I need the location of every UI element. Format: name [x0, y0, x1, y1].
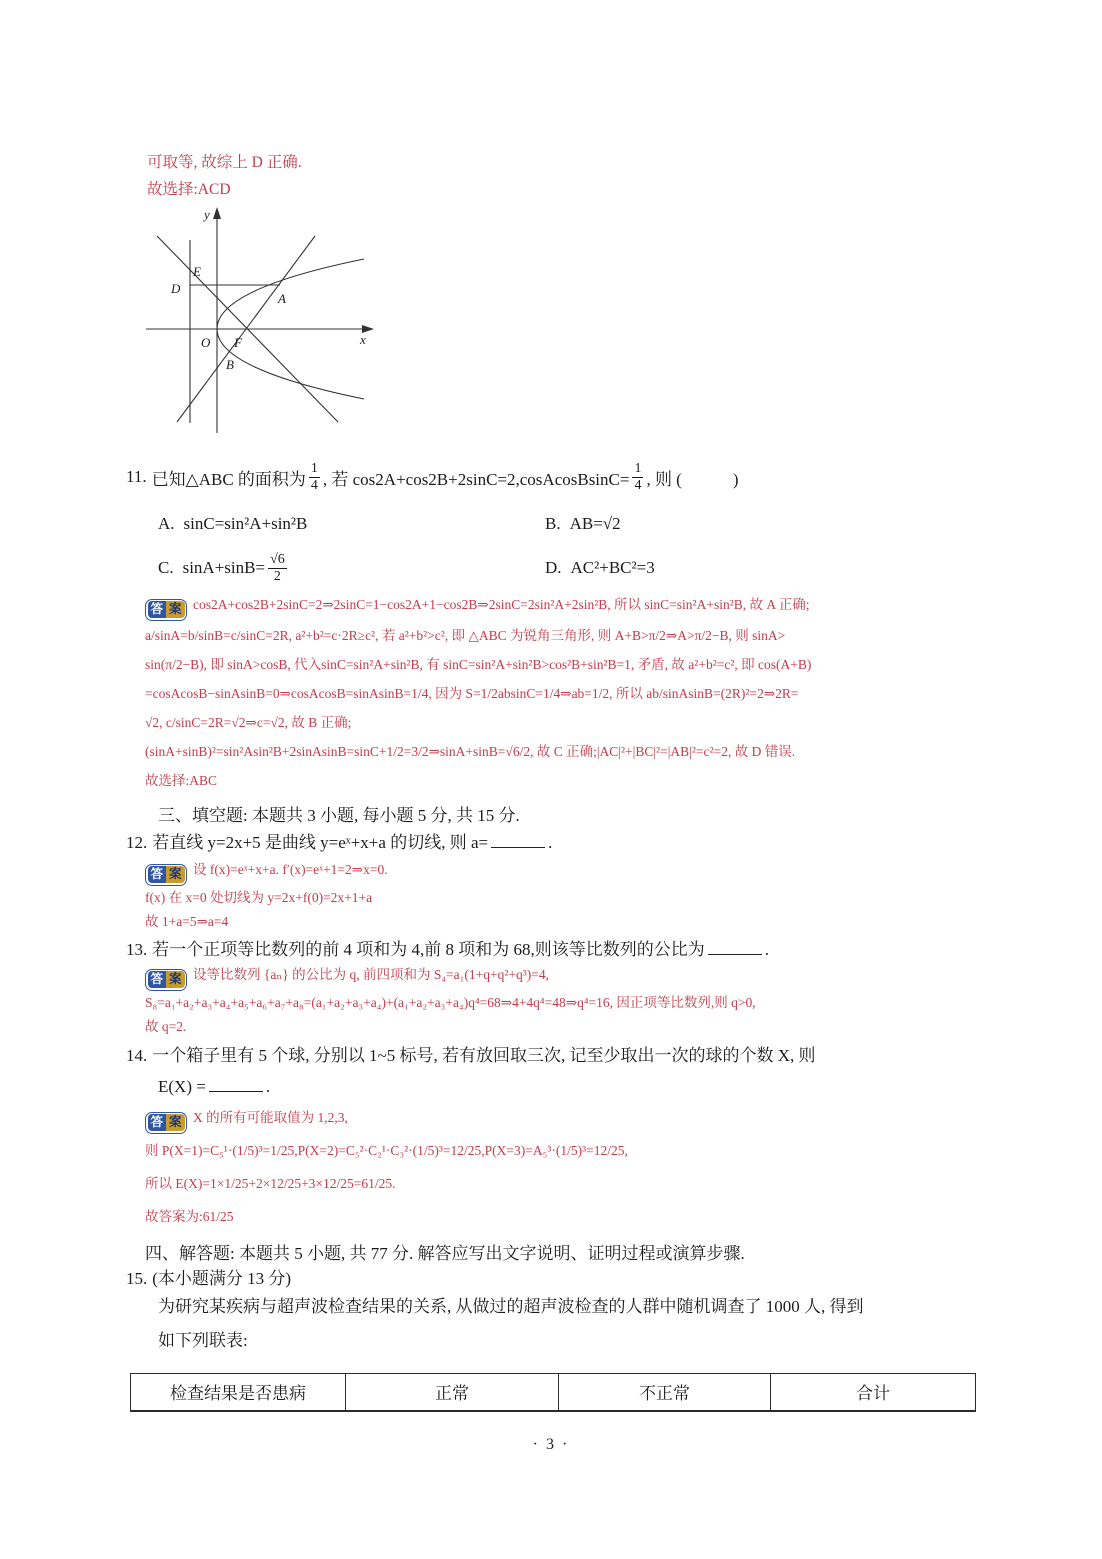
q14-solution-line-4: 故答案为:61/25: [145, 1209, 234, 1224]
tail-line-1: 可取等, 故综上 D 正确.: [147, 154, 302, 171]
option-C-frac-den: 2: [268, 568, 287, 584]
q11-stem-mid: , 若 cos2A+cos2B+2sinC=2,cosAcosBsinC=: [322, 469, 630, 489]
option-C-text: sinA+sinB=: [182, 558, 266, 577]
answer-badge: [145, 599, 187, 621]
option-B-label: B.: [545, 514, 561, 533]
q14-answer-blank: [209, 1077, 263, 1092]
previous-answer-tail: [147, 149, 302, 203]
q14-stem-line2-text: E(X) =: [158, 1077, 206, 1096]
question-11-options: [158, 506, 975, 594]
question-12-number: 12.: [126, 833, 148, 852]
q13-stem-after: .: [764, 940, 769, 959]
q14-solution-line-3: 所以 E(X)=1×1/25+2×12/25+3×12/25=61/25.: [145, 1176, 396, 1191]
q11-solution-line-4: =cosAcosB−sinAsinB=0⇒cosAcosB=sinAsinB=1/4, 因为 S=1/2absinC=1/4⇒ab=1/2, 所以 ab/sinAsinB=(2R)²=2⇒2R=: [145, 685, 799, 701]
q11-stem-after: , 则 ( ): [646, 469, 739, 489]
q11-solution-line-7: 故选择:ABC: [145, 772, 218, 788]
question-13-number: 13.: [126, 940, 148, 959]
q11-frac1-num: 1: [310, 461, 318, 477]
q14-stem-line1: 一个箱子里有 5 个球, 分别以 1~5 标号, 若有放回取三次, 记至少取出一次的球的个数 X, 则: [152, 1046, 816, 1065]
option-C: [158, 542, 545, 594]
option-A-text: sinC=sin²A+sin²B: [183, 514, 308, 533]
q15-head-text: (本小题满分 13 分): [152, 1269, 292, 1288]
q12-answer-blank: [491, 833, 545, 848]
label-y: y: [204, 207, 210, 222]
q12-stem-after: .: [548, 833, 553, 852]
answer-badge-left: 答: [148, 866, 167, 883]
option-B-text: AB=√2: [569, 514, 621, 533]
label-O: O: [201, 335, 211, 350]
q11-solution-line-6: (sinA+sinB)²=sin²Asin²B+2sinAsinB=sinC+1/2=3/2⇒sinA+sinB=√6/2, 故 C 正确;|AC|²+|BC|²=|AB|²=c²=2, 故 D 错误.: [145, 743, 796, 759]
q13-solution-line-1: 设等比数列 {aₙ} 的公比为 q, 前四项和为 S₄=a₁(1+q+q²+q³)=4,: [193, 967, 550, 982]
answer-badge-left: 答: [148, 601, 167, 618]
answer-badge-right: 案: [166, 601, 185, 618]
q13-stem-text: 若一个正项等比数列的前 4 项和为 4,前 8 项和为 68,则该等比数列的公比为: [152, 940, 705, 959]
question-11-solution: [145, 590, 990, 795]
q12-solution-line-1: 设 f(x)=eˣ+x+a. f′(x)=eˣ+1=2⇒x=0.: [193, 862, 388, 877]
answer-badge-right: 案: [166, 1114, 185, 1131]
option-C-fraction: [265, 552, 290, 584]
q11-solution-line-5: √2, c/sinC=2R=√2⇒c=√2, 故 B 正确;: [145, 714, 352, 730]
q11-fraction-2: [629, 461, 646, 493]
q13-solution-line-2: S₈=a₁+a₂+a₃+a₄+a₅+a₆+a₇+a₈=(a₁+a₂+a₃+a₄)+(a₁+a₂+a₃+a₄)q⁴=68⇒4+4q⁴=48⇒q⁴=16, 因正项等比数列,则 q>0,: [145, 994, 756, 1010]
option-A: [158, 506, 545, 542]
answer-badge: [145, 969, 187, 991]
answer-badge-left: 答: [148, 971, 167, 988]
solution-line: [145, 858, 990, 886]
q12-solution-line-2: f(x) 在 x=0 处切线为 y=2x+f(0)=2x+1+a: [145, 889, 373, 905]
answer-badge-right: 案: [166, 866, 185, 883]
label-D: D: [171, 281, 181, 296]
section-4-header: 四、解答题: 本题共 5 小题, 共 77 分. 解答应写出文字说明、证明过程或演算步骤.: [145, 1244, 745, 1263]
page-number: · 3 ·: [532, 1436, 570, 1453]
table-header-abnormal: 不正常: [559, 1374, 771, 1411]
question-14-stem-line2: [158, 1074, 270, 1100]
question-12-solution: [145, 858, 990, 934]
y-axis-arrow: [213, 207, 221, 219]
label-A: A: [278, 291, 286, 306]
label-B: B: [226, 357, 234, 372]
label-E: E: [193, 264, 201, 279]
contingency-table: [130, 1373, 976, 1412]
question-15-number: 15.: [126, 1269, 148, 1288]
q12-solution-line-3: 故 1+a=5⇒a=4: [145, 913, 229, 929]
q13-solution-line-3: 故 q=2.: [145, 1018, 187, 1034]
answer-badge-left: 答: [148, 1114, 167, 1131]
q14-stem-line2-after: .: [265, 1077, 271, 1096]
question-13-stem: [126, 937, 769, 963]
q11-solution-line-3: sin(π/2−B), 即 sinA>cosB, 代入sinC=sin²A+sin²B, 有 sinC=sin²A+sin²B>cos²B+sin²B=1, 矛盾, 故 a²+b²=c², 即 cos(A+B): [145, 656, 812, 672]
table-header-total: 合计: [771, 1374, 976, 1411]
option-C-label: C.: [158, 558, 174, 577]
tail-line-2: 故选择:ACD: [147, 181, 231, 198]
option-A-label: A.: [158, 514, 175, 533]
question-15-body-line2: 如下列联表:: [158, 1331, 248, 1350]
table-header-row: [131, 1374, 976, 1411]
q11-solution-line-1: cos2A+cos2B+2sinC=2⇒2sinC=1−cos2A+1−cos2B⇒2sinC=2sin²A+2sin²B, 所以 sinC=sin²A+sin²B, 故 A 正确;: [193, 597, 810, 612]
option-D: [545, 542, 975, 594]
solution-line: [145, 590, 990, 621]
q11-frac2-num: 1: [634, 461, 642, 477]
question-13-solution: [145, 963, 990, 1039]
section-3-header: 三、填空题: 本题共 3 小题, 每小题 5 分, 共 15 分.: [158, 806, 520, 825]
q14-solution-line-1: X 的所有可能取值为 1,2,3,: [193, 1110, 348, 1125]
q12-stem-text: 若直线 y=2x+5 是曲线 y=eˣ+x+a 的切线, 则 a=: [152, 833, 489, 852]
option-B: [545, 506, 975, 542]
question-14-number: 14.: [126, 1046, 148, 1065]
geometry-figure: [140, 203, 410, 443]
label-x: x: [360, 332, 366, 347]
answer-badge-right: 案: [166, 971, 185, 988]
label-F: F: [234, 335, 242, 350]
question-11-number: 11.: [126, 467, 147, 486]
q14-solution-line-2: 则 P(X=1)=C₅¹·(1/5)³=1/25,P(X=2)=C₅²·C₂¹·C₃²·(1/5)³=12/25,P(X=3)=A₅³·(1/5)³=12/25,: [145, 1143, 628, 1158]
solution-line: [145, 963, 990, 991]
q11-frac1-den: 4: [310, 477, 318, 493]
question-14-stem: [126, 1043, 815, 1069]
option-D-label: D.: [545, 558, 562, 577]
option-D-text: AC²+BC²=3: [570, 558, 655, 577]
table-header-disease: 检查结果是否患病: [131, 1374, 346, 1411]
table-header-normal: 正常: [346, 1374, 559, 1411]
q11-stem-before: 已知△ABC 的面积为: [151, 469, 306, 489]
question-15-body-line1: 为研究某疾病与超声波检查结果的关系, 从做过的超声波检查的人群中随机调查了 1000 人, 得到: [158, 1297, 864, 1316]
answer-badge: [145, 1112, 187, 1134]
question-11-stem: [126, 450, 739, 504]
question-14-solution: [145, 1101, 990, 1233]
q13-answer-blank: [708, 940, 762, 955]
answer-badge: [145, 864, 187, 886]
option-C-frac-num: √6: [270, 552, 285, 568]
q11-solution-line-2: a/sinA=b/sinB=c/sinC=2R, a²+b²=c·2R≥c², 若 a²+b²>c², 即 △ABC 为锐角三角形, 则 A+B>π/2⇒A>π/2−B, 则 sinA>: [145, 627, 786, 643]
question-12-stem: [126, 830, 552, 856]
question-15-head: [126, 1266, 291, 1292]
q11-frac2-den: 4: [634, 477, 642, 493]
solution-line: [145, 1101, 990, 1134]
q11-fraction-1: [306, 461, 323, 493]
